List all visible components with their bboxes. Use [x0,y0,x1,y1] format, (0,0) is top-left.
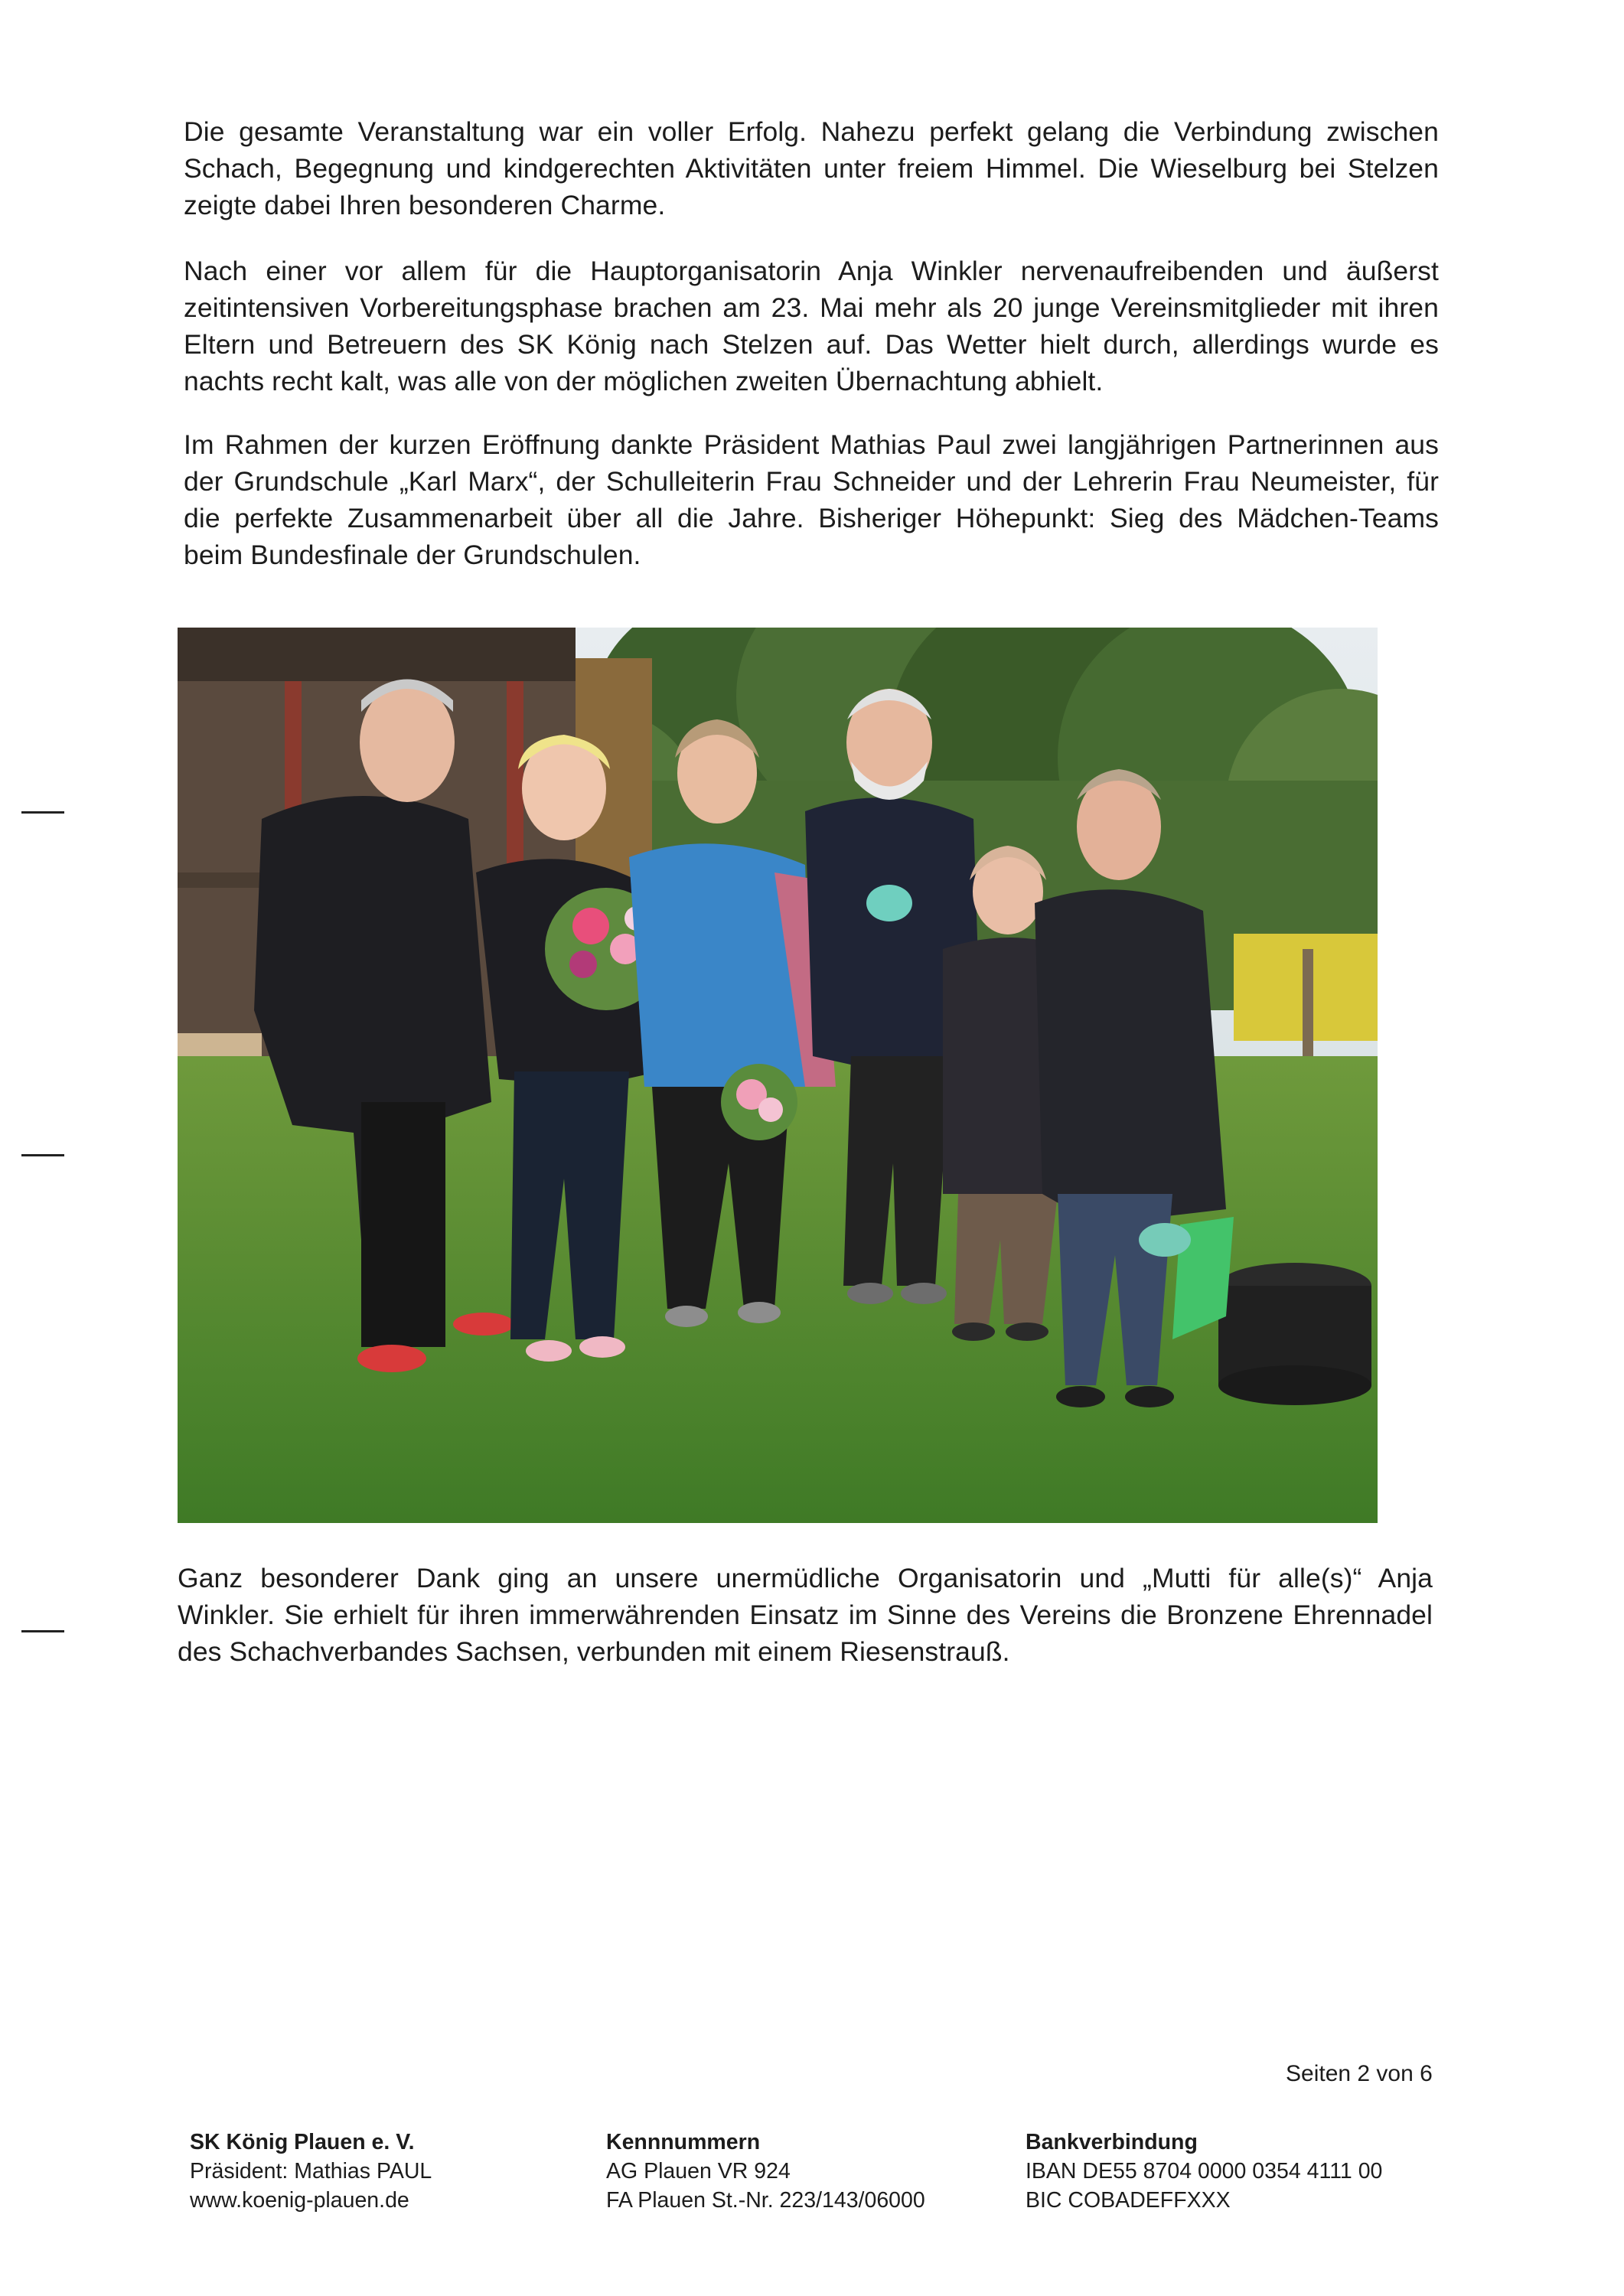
tax-number: FA Plauen St.-Nr. 223/143/06000 [606,2188,925,2213]
paragraph-opening [184,426,1439,573]
bank-bic: BIC COBADEFFXXX [1026,2188,1231,2213]
text-line: Schach, Begegnung und kindgerechten Aktivitäten unter freiem Himmel. Die Wieselburg bei Stelzen [184,153,1439,184]
registration-heading: Kennnummern [606,2130,761,2154]
footer-club-info [190,2128,432,2215]
text-line: des Schachverbandes Sachsen, verbunden mit einem Riesenstrauß. [178,1636,1010,1667]
page-number: Seiten 2 von 6 [1286,2061,1433,2086]
register-number: AG Plauen VR 924 [606,2159,791,2183]
paragraph-event-success [184,113,1439,223]
text-line: nachts recht kalt, was alle von der möglichen zweiten Übernachtung abhielt. [184,366,1104,396]
tree-stump [1218,1263,1371,1405]
text-line: Winkler. Sie erhielt für ihren immerwährenden Einsatz im Sinne des Vereins die Bronzene Ehrennadel [178,1600,1433,1630]
bank-iban: IBAN DE55 8704 0000 0354 4111 00 [1026,2159,1383,2183]
text-line: Die gesamte Veranstaltung war ein voller Erfolg. Nahezu perfekt gelang die Verbindung zwischen [184,116,1439,147]
margin-mark-bottom [21,1630,64,1632]
text-line: die perfekte Zusammenarbeit über all die Jahre. Bisheriger Höhepunkt: Sieg des Mädchen-Teams [184,503,1439,533]
margin-mark-top [21,811,64,814]
text-line: beim Bundesfinale der Grundschulen. [184,540,641,570]
paragraph-thanks [178,1560,1433,1670]
paragraph-preparation [184,253,1439,400]
text-line: der Grundschule „Karl Marx“, der Schulleiterin Frau Schneider und der Lehrerin Frau Neumeister, für [184,466,1439,497]
text-line: zeitintensiven Vorbereitungsphase brachen am 23. Mai mehr als 20 junge Vereinsmitglieder mit ihren [184,292,1439,323]
text-line: zeigte dabei Ihren besonderen Charme. [184,190,666,220]
club-name: SK König Plauen e. V. [190,2130,415,2154]
group-photo [178,628,1378,1523]
club-website: www.koenig-plauen.de [190,2188,409,2213]
text-line: Eltern und Betreuern des SK König nach Stelzen auf. Das Wetter hielt durch, allerdings wurde es [184,329,1439,360]
margin-mark-middle [21,1154,64,1156]
text-line: Nach einer vor allem für die Hauptorganisatorin Anja Winkler nervenaufreibenden und äußerst [184,256,1439,286]
footer-bank [1026,2128,1382,2215]
text-line: Im Rahmen der kurzen Eröffnung dankte Präsident Mathias Paul zwei langjährigen Partnerinnen aus [184,429,1439,460]
text-line: Ganz besonderer Dank ging an unsere unermüdliche Organisatorin und „Mutti für alle(s)“ Anja [178,1563,1433,1593]
footer-registration [606,2128,925,2215]
bank-heading: Bankverbindung [1026,2130,1198,2154]
club-president: Präsident: Mathias PAUL [190,2159,432,2183]
